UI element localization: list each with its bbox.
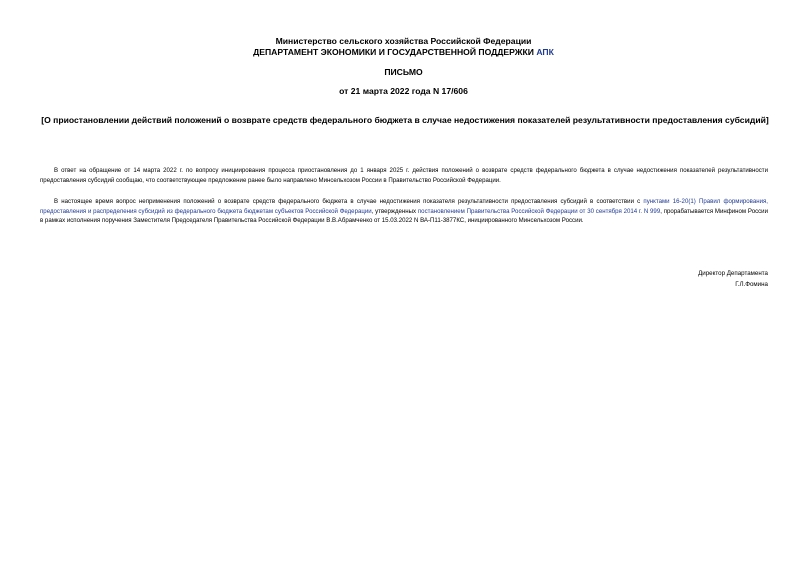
rules-points-link[interactable]: пунктами 16-20(1) Правил формирования, предоставления и распределения субсидий из федерального бюджета бюджетам субъектов Российской Федерации (40, 198, 768, 215)
department-abbr-link[interactable]: АПК (536, 47, 554, 57)
paragraph-2-text-2: , утвержденных (371, 207, 418, 215)
signature-name: Г.Л.Фомина (735, 281, 768, 288)
signature-position: Директор Департамента (698, 270, 768, 277)
document-kind: ПИСЬМО (384, 67, 423, 77)
paragraph-2-text-1: В настоящее время вопрос неприменения положений о возврате средств федерального бюджета в случае недостижения показателя результативности предоставления субсидий в соответствии с (54, 198, 644, 205)
department-prefix: ДЕПАРТАМЕНТ ЭКОНОМИКИ И ГОСУДАРСТВЕННОЙ ПОДДЕРЖКИ (253, 47, 534, 57)
body-paragraph-2 (40, 197, 768, 226)
ministry-name: Министерство сельского хозяйства Российской Федерации (275, 36, 532, 46)
document-date: от 21 марта 2022 года N 17/606 (339, 86, 468, 96)
paragraph-2-text-3: , прорабатывается Минфином России в рамках исполнения поручения Заместителя Председателя Правительства Российской Федерации В.В.Абрамченко от 15.03.2022 N ВА-П11-3877КС, инициированного Минсельхозом России. (40, 207, 768, 225)
body-paragraph-1: В ответ на обращение от 14 марта 2022 г. по вопросу инициирования процесса приостановления до 1 января 2025 г. действия положений о возврате средств федерального бюджета в случае недостижения показателей результативности предоставления субсидий сообщаю, что соответствующее предложение ранее было направлено Минсельхозом России в Правительство Российской Федерации. (40, 167, 768, 184)
document-title: [О приостановлении действий положений о возврате средств федерального бюджета в случае недостижения показателей результативности предоставления субсидий] (41, 115, 769, 125)
government-decree-link[interactable]: постановлением Правительства Российской Федерации от 30 сентября 2014 г. N 999 (417, 207, 661, 215)
department-name (0, 47, 807, 58)
